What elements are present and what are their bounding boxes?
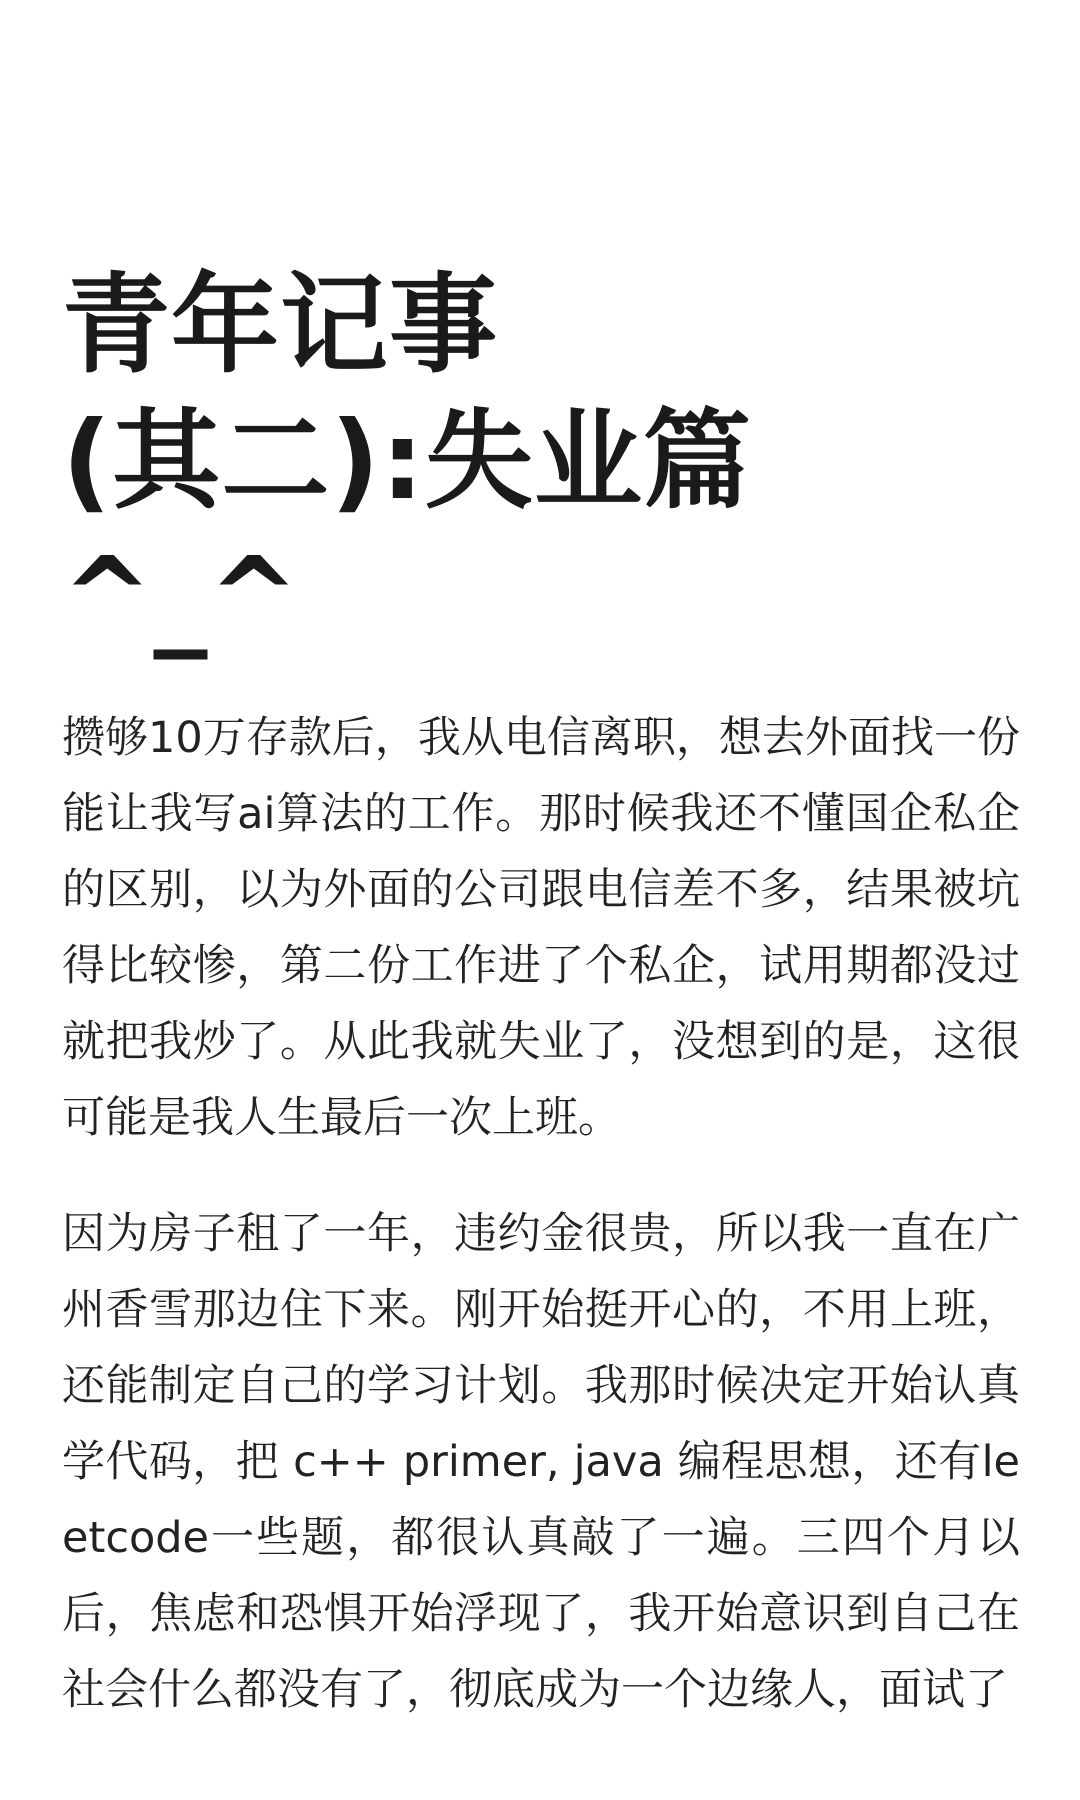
title-line-3: ^_^ — [62, 535, 300, 660]
paragraph-2: 因为房子租了一年，违约金很贵，所以我一直在广州香雪那边住下来。刚开始挺开心的，不用上班，还能制定自己的学习计划。我那时候决定开始认真学代码，把 c++ primer, java 编程思想，还有leetcode一些题，都很认真敲了一遍。三四个月以后，焦虑和恐惧开始浮现了，我开始意识到自己在社会什么都没有了，彻底成为一个边缘人，面试了 — [62, 1209, 1020, 1715]
title-line-1: 青年记事 — [62, 263, 499, 388]
article-title — [62, 258, 1022, 666]
title-line-2: (其二):失业篇 — [62, 399, 752, 524]
paragraph-1: 攒够10万存款后，我从电信离职，想去外面找一份能让我写ai算法的工作。那时候我还不懂国企私企的区别，以为外面的公司跟电信差不多，结果被坑得比较惨，第二份工作进了个私企，试用期都没过就把我炒了。从此我就失业了，没想到的是，这很可能是我人生最后一次上班。 — [62, 713, 1020, 1143]
